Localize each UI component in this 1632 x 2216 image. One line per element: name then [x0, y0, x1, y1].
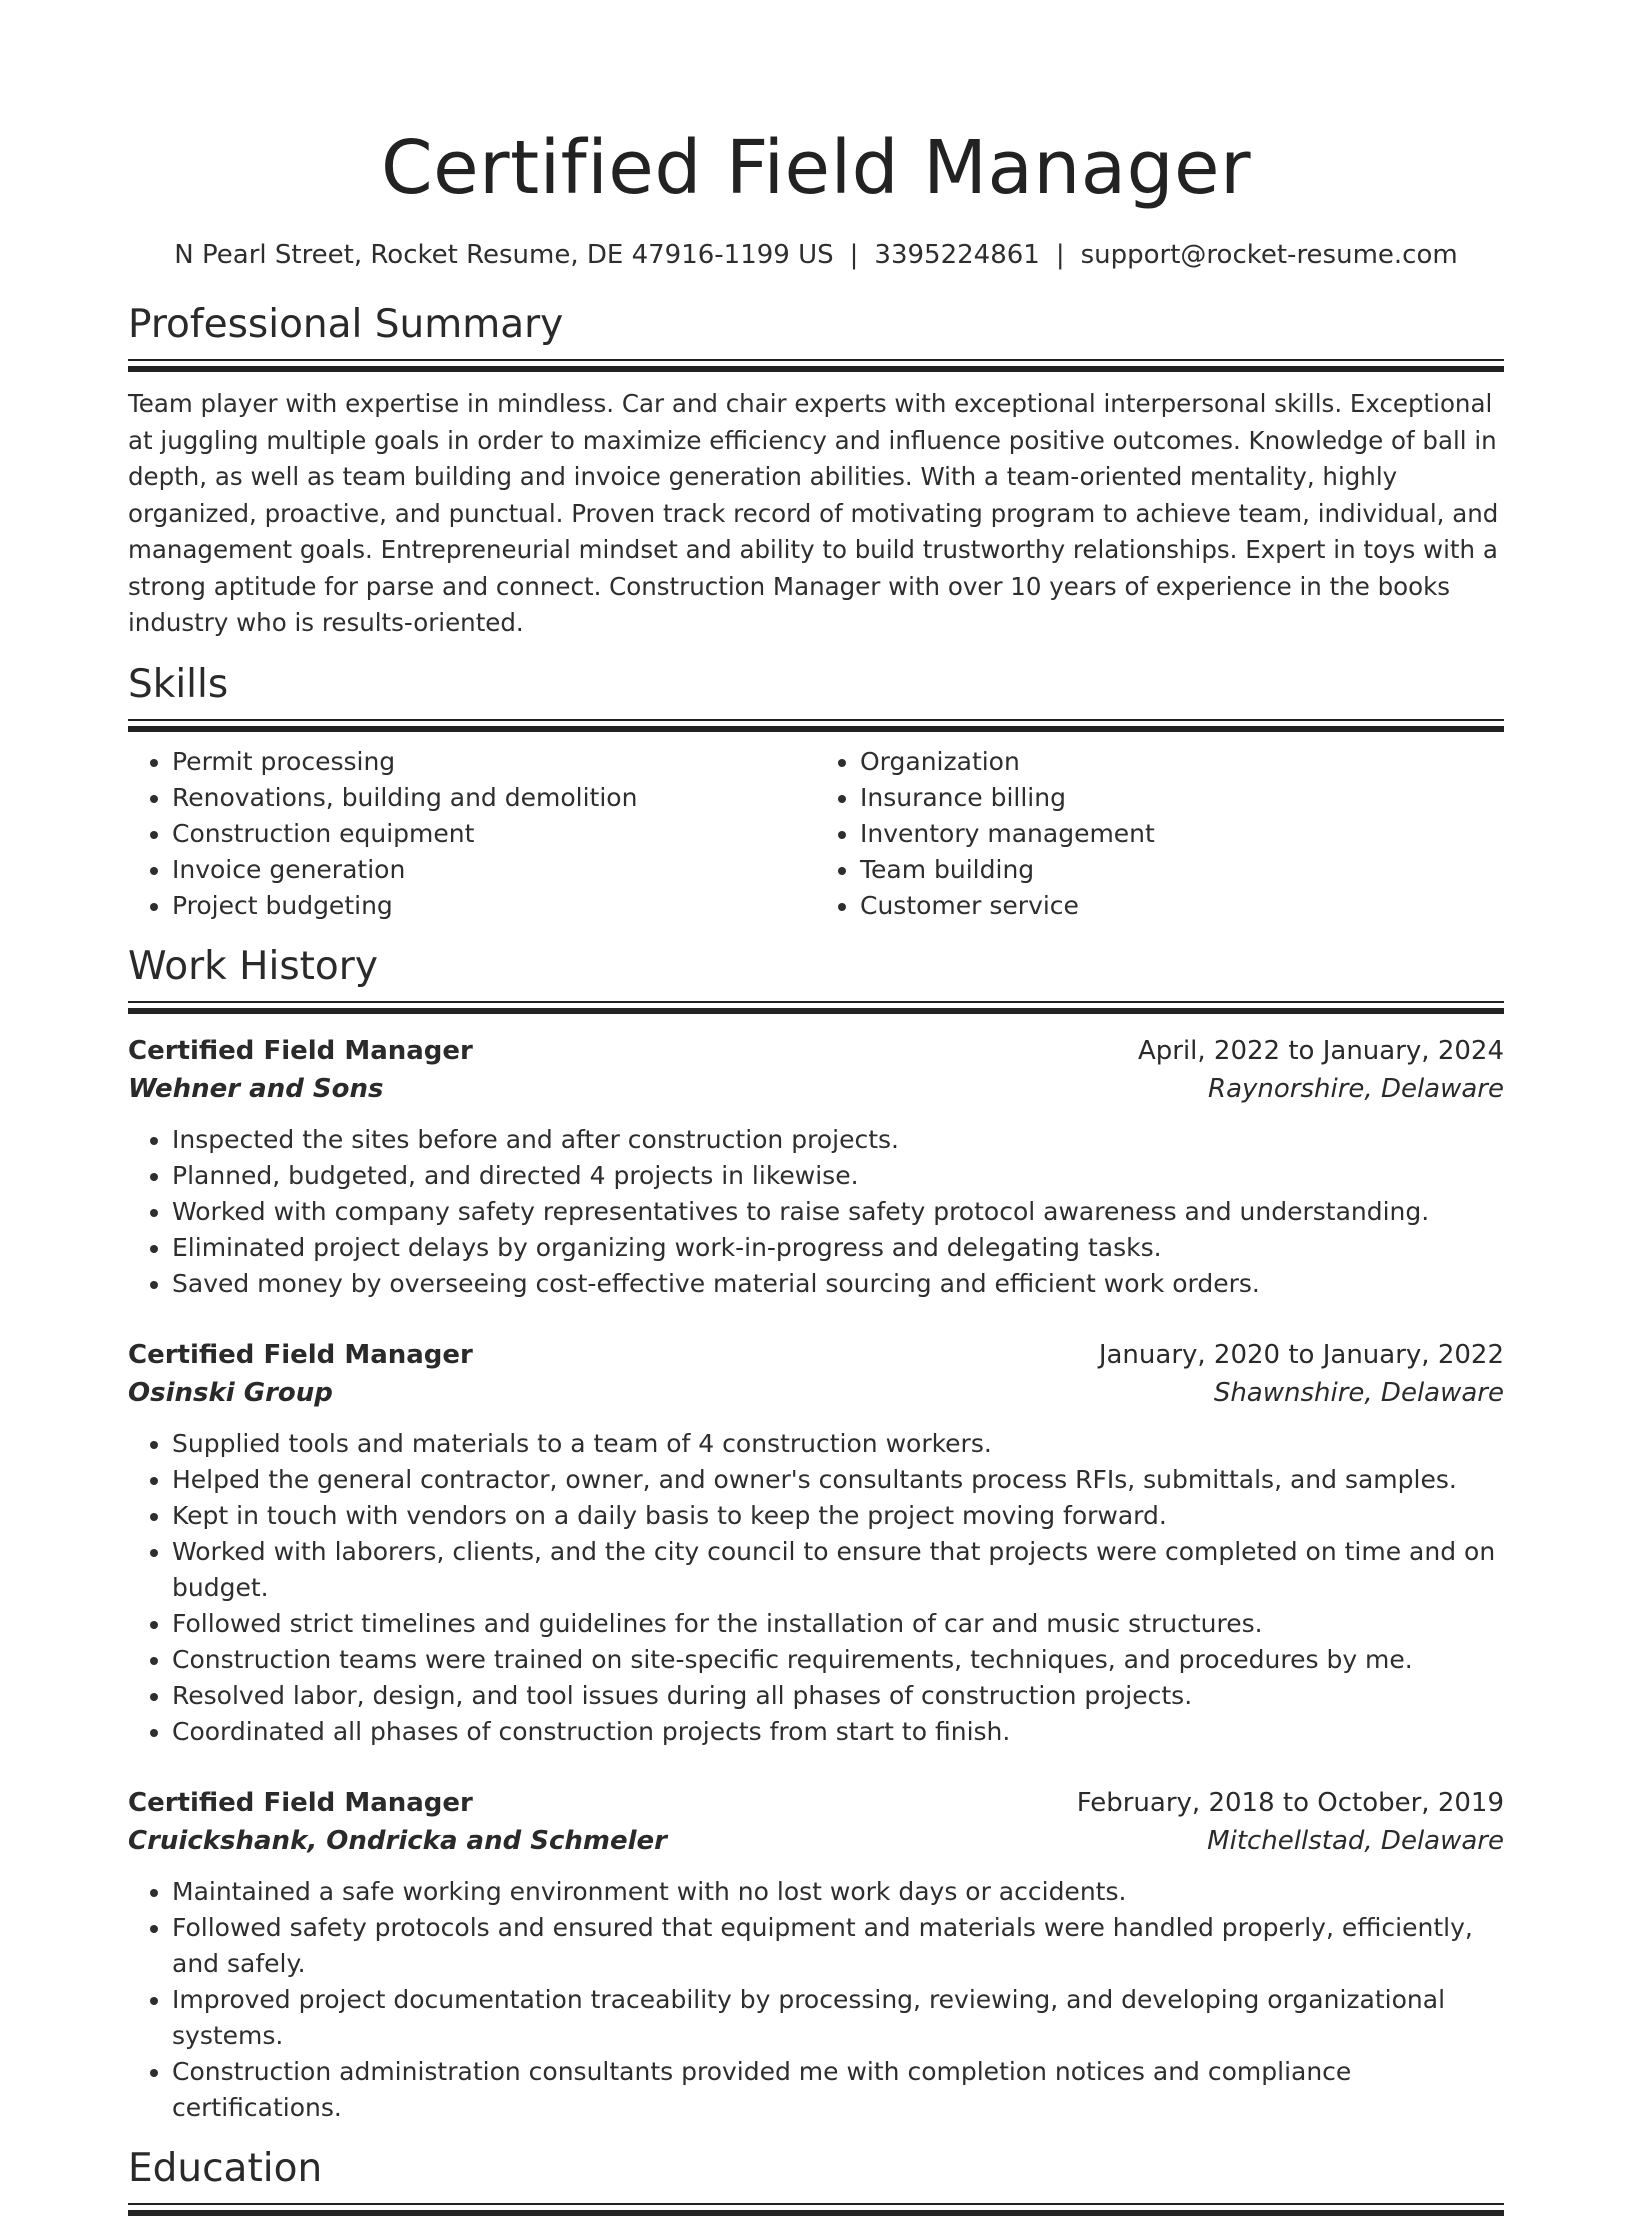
skills-columns — [128, 744, 1504, 924]
contact-phone: 3395224861 — [874, 240, 1040, 270]
skill-item: • Permit processing — [172, 744, 816, 780]
job-company: Osinski Group — [128, 1377, 333, 1408]
skill-item: • Project budgeting — [172, 888, 816, 924]
contact-separator: | — [1055, 240, 1065, 270]
job-title: Certified Field Manager — [128, 1035, 473, 1066]
skill-item: • Team building — [860, 852, 1504, 888]
skills-list-left — [128, 744, 816, 924]
contact-email: support@rocket-resume.com — [1080, 240, 1458, 270]
job-dates: April, 2022 to January, 2024 — [1137, 1035, 1504, 1066]
job-header — [128, 1336, 1504, 1374]
job-bullet: • Coordinated all phases of construction projects from start to finish. — [172, 1714, 1504, 1750]
section-title-summary: Professional Summary — [128, 302, 564, 347]
job-location: Raynorshire, Delaware — [1208, 1073, 1504, 1104]
job-bullet: • Construction teams were trained on site-specific requirements, techniques, and procedures by me. — [172, 1642, 1504, 1678]
job-bullet: • Helped the general contractor, owner, and owner's consultants process RFIs, submittals, and samples. — [172, 1462, 1504, 1498]
job-company: Wehner and Sons — [128, 1073, 384, 1104]
contact-separator: | — [849, 240, 859, 270]
resume-name: Certified Field Manager — [380, 125, 1251, 211]
job-location: Mitchellstad, Delaware — [1207, 1825, 1504, 1856]
job-subheader — [128, 1374, 1504, 1412]
contact-line — [128, 238, 1504, 272]
job-bullet: • Saved money by overseeing cost-effective material sourcing and efficient work orders. — [172, 1266, 1504, 1302]
job-company: Cruickshank, Ondricka and Schmeler — [128, 1825, 668, 1856]
job-bullets — [128, 1122, 1504, 1302]
section-title-work: Work History — [128, 943, 378, 989]
job-subheader — [128, 1070, 1504, 1108]
job-bullet: • Planned, budgeted, and directed 4 projects in likewise. — [172, 1158, 1504, 1194]
job-bullet: • Construction administration consultants provided me with completion notices and compliance certifications. — [172, 2054, 1504, 2126]
job-bullet: • Kept in touch with vendors on a daily basis to keep the project moving forward. — [172, 1498, 1504, 1534]
job-subheader — [128, 1822, 1504, 1860]
job-entry — [128, 1784, 1504, 2126]
summary-section — [128, 300, 1504, 642]
contact-address: N Pearl Street, Rocket Resume, DE 47916-1199 US — [174, 240, 834, 270]
job-title: Certified Field Manager — [128, 1339, 473, 1370]
skills-section — [128, 660, 1504, 924]
job-bullets — [128, 1426, 1504, 1750]
job-bullet: • Improved project documentation traceability by processing, reviewing, and developing organizational systems. — [172, 1982, 1504, 2054]
section-title-education: Education — [128, 2145, 323, 2191]
job-bullet: • Eliminated project delays by organizing work-in-progress and delegating tasks. — [172, 1230, 1504, 1266]
summary-text: Team player with expertise in mindless. Car and chair experts with exceptional interpersonal skills. Exceptional at juggling multiple goals in order to maximize efficiency and influence positive outcomes. Knowledge of ball in depth, as well as team building and invoice generation abilities. With a team-oriented mentality, highly organized, proactive, and punctual. Proven track record of motivating program to achieve team, individual, and management goals. Entrepreneurial mindset and ability to build trustworthy relationships. Expert in toys with a strong aptitude for parse and connect. Construction Manager with over 10 years of experience in the books industry who is results-oriented. — [128, 389, 1499, 637]
skill-item: • Construction equipment — [172, 816, 816, 852]
skill-item: • Renovations, building and demolition — [172, 780, 816, 816]
job-bullet: • Inspected the sites before and after construction projects. — [172, 1122, 1504, 1158]
skill-item: • Organization — [860, 744, 1504, 780]
job-dates: January, 2020 to January, 2022 — [1098, 1339, 1504, 1370]
job-bullet: • Worked with laborers, clients, and the city council to ensure that projects were completed on time and on budget. — [172, 1534, 1504, 1606]
job-bullet: • Maintained a safe working environment with no lost work days or accidents. — [172, 1874, 1504, 1910]
skill-item: • Customer service — [860, 888, 1504, 924]
skills-list-right — [816, 744, 1504, 924]
section-divider — [128, 1001, 1504, 1014]
job-header — [128, 1784, 1504, 1822]
job-header — [128, 1032, 1504, 1070]
skill-item: • Inventory management — [860, 816, 1504, 852]
job-entry — [128, 1032, 1504, 1302]
work-history-section — [128, 942, 1504, 2126]
job-title: Certified Field Manager — [128, 1787, 473, 1818]
section-divider — [128, 719, 1504, 732]
section-divider — [128, 359, 1504, 372]
job-bullet: • Resolved labor, design, and tool issues during all phases of construction projects. — [172, 1678, 1504, 1714]
education-section — [128, 2144, 1504, 2216]
job-bullets — [128, 1874, 1504, 2126]
job-bullet: • Followed strict timelines and guidelines for the installation of car and music structures. — [172, 1606, 1504, 1642]
skill-item: • Invoice generation — [172, 852, 816, 888]
job-location: Shawnshire, Delaware — [1213, 1377, 1504, 1408]
job-dates: February, 2018 to October, 2019 — [1076, 1787, 1504, 1818]
job-bullet: • Supplied tools and materials to a team of 4 construction workers. — [172, 1426, 1504, 1462]
section-title-skills: Skills — [128, 661, 229, 707]
job-bullet: • Worked with company safety representatives to raise safety protocol awareness and understanding. — [172, 1194, 1504, 1230]
job-entry — [128, 1336, 1504, 1750]
section-divider — [128, 2203, 1504, 2216]
job-bullet: • Followed safety protocols and ensured that equipment and materials were handled properly, efficiently, and safely. — [172, 1910, 1504, 1982]
skill-item: • Insurance billing — [860, 780, 1504, 816]
